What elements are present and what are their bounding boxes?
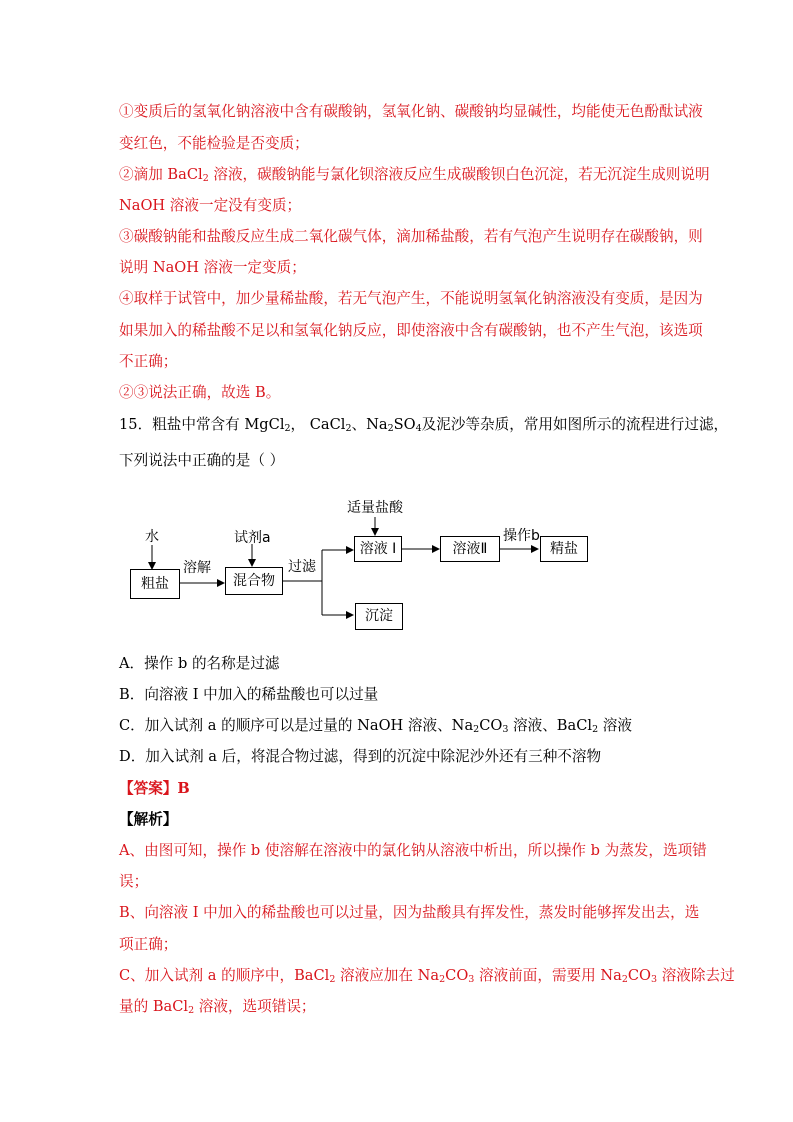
option-a: A．操作 b 的名称是过滤 — [119, 655, 280, 672]
text-run: 、Na — [351, 416, 388, 433]
analysis-b-line-1: B、向溶液 I 中加入的稀盐酸也可以过量，因为盐酸具有挥发性，蒸发时能够挥发出去，选 — [119, 904, 700, 921]
explanation-conclusion: ②③说法正确，故选 B。 — [119, 384, 281, 401]
answer-label: 【答案】B — [119, 780, 190, 797]
subscript: 2 — [621, 974, 628, 985]
text-run: CO — [479, 717, 503, 734]
subscript: 2 — [329, 974, 336, 985]
text-run: 溶液应加在 Na — [335, 967, 440, 984]
label-water: 水 — [145, 529, 159, 545]
analysis-b-line-2: 项正确； — [119, 936, 178, 953]
box-mixture: 混合物 — [225, 567, 283, 595]
text-run: SO — [393, 416, 416, 433]
text-run: 溶液，选项错误； — [194, 998, 316, 1015]
explanation-4-line-2: 如果加入的稀盐酸不足以和氢氧化钠反应，即使溶液中含有碳酸钠，也不产生气泡，该选项 — [119, 322, 703, 339]
explanation-1-line-2: 变红色，不能检验是否变质； — [119, 135, 309, 152]
text-run: ②滴加 BaCl — [119, 166, 203, 183]
box-refined-salt: 精盐 — [540, 536, 588, 562]
subscript: 2 — [202, 173, 209, 184]
explanation-4-line-3: 不正确； — [119, 353, 178, 370]
analysis-a-line-1: A、由图可知，操作 b 使溶解在溶液中的氯化钠从溶液中析出，所以操作 b 为蒸发，选项错 — [119, 842, 707, 859]
text-run: ， CaCl — [290, 416, 346, 433]
question-15-line-1 — [119, 415, 729, 435]
text-run: C．加入试剂 a 的顺序可以是过量的 NaOH 溶液、Na — [119, 717, 474, 734]
text-run: C、加入试剂 a 的顺序中，BaCl — [119, 967, 330, 984]
option-c — [119, 716, 679, 736]
text-run: 溶液 — [598, 717, 632, 734]
explanation-3-line-2: 说明 NaOH 溶液一定变质； — [119, 259, 306, 276]
text-run: 及泥沙等杂质，常用如图所示的流程进行过滤， — [421, 416, 729, 433]
question-15-line-2: 下列说法中正确的是（ ） — [119, 452, 285, 469]
analysis-label: 【解析】 — [119, 811, 178, 828]
option-d: D．加入试剂 a 后，将混合物过滤，得到的沉淀中除泥沙外还有三种不溶物 — [119, 748, 602, 765]
analysis-c-line-1 — [119, 966, 735, 986]
label-hcl: 适量盐酸 — [347, 500, 403, 516]
box-precipitate: 沉淀 — [355, 603, 403, 630]
box-solution-1: 溶液 I — [354, 536, 402, 562]
subscript: 2 — [284, 423, 291, 434]
explanation-2-line-2: NaOH 溶液一定没有变质； — [119, 197, 302, 214]
text-run: CO — [627, 967, 652, 984]
box-crude-salt: 粗盐 — [130, 569, 180, 599]
text-run: 15．粗盐中常含有 MgCl — [119, 416, 285, 433]
analysis-c-line-2 — [119, 997, 679, 1017]
label-reagent-a: 试剂a — [234, 530, 271, 546]
label-operation-b: 操作b — [503, 528, 540, 544]
explanation-1-line-1: ①变质后的氢氧化钠溶液中含有碳酸钠，氢氧化钠、碳酸钠均显碱性，均能使无色酚酞试液 — [119, 103, 703, 120]
text-run: 量的 BaCl — [119, 998, 189, 1015]
explanation-4-line-1: ④取样于试管中，加少量稀盐酸，若无气泡产生，不能说明氢氧化钠溶液没有变质，是因为 — [119, 290, 703, 307]
subscript: 2 — [188, 1005, 195, 1016]
subscript: 2 — [439, 974, 446, 985]
subscript: 3 — [502, 724, 509, 735]
label-filter: 过滤 — [288, 559, 316, 575]
text-run: 溶液、BaCl — [508, 717, 593, 734]
explanation-2-line-1 — [119, 165, 710, 185]
subscript: 2 — [387, 423, 394, 434]
text-run: CO — [445, 967, 469, 984]
analysis-a-line-2: 误； — [119, 873, 149, 890]
subscript: 4 — [415, 423, 422, 434]
subscript: 2 — [473, 724, 480, 735]
text-run: 溶液前面，需要用 Na — [474, 967, 622, 984]
subscript: 3 — [468, 974, 475, 985]
explanation-3-line-1: ③碳酸钠能和盐酸反应生成二氧化碳气体，滴加稀盐酸，若有气泡产生说明存在碳酸钠，则 — [119, 228, 703, 245]
subscript: 2 — [345, 423, 352, 434]
box-solution-2: 溶液Ⅱ — [440, 536, 500, 562]
flow-diagram — [119, 492, 619, 642]
text-run: 溶液除去过 — [657, 967, 735, 984]
text-run: 溶液，碳酸钠能与氯化钡溶液反应生成碳酸钡白色沉淀，若无沉淀生成则说明 — [208, 166, 710, 183]
label-dissolve: 溶解 — [183, 560, 211, 576]
subscript: 2 — [592, 724, 599, 735]
option-b: B．向溶液 I 中加入的稀盐酸也可以过量 — [119, 686, 379, 703]
subscript: 3 — [651, 974, 658, 985]
